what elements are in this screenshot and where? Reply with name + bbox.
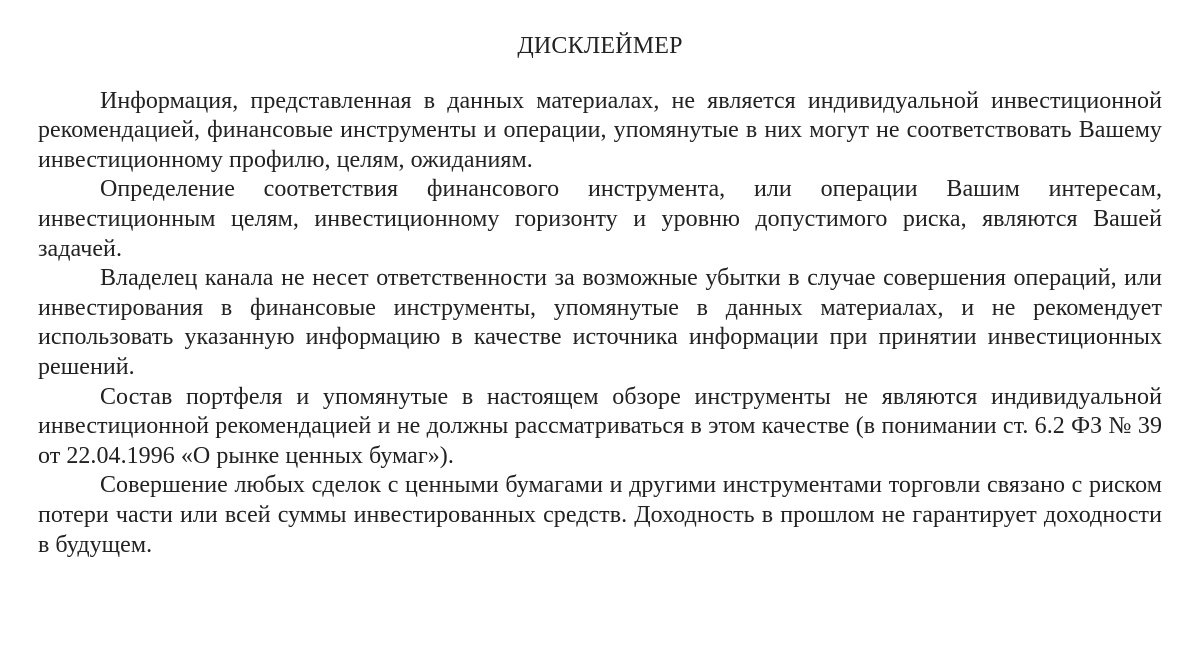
paragraph-not-recommendation: Информация, представленная в данных материалах, не является индивидуальной инвестиционной рекомендацией, финансовые инструменты и операции, упомянутые в них могут не соответствовать Вашему инвестиционному профилю, целям, ожиданиям. <box>38 87 1162 173</box>
disclaimer-document <box>38 32 1162 560</box>
paragraph-suitability: Определение соответствия финансового инструмента, или операции Вашим интересам, инвестиционным целям, инвестиционному горизонту и уровню допустимого риска, являются Вашей задачей. <box>38 176 1162 262</box>
paragraph-portfolio: Состав портфеля и упомянутые в настоящем обзоре инструменты не являются индивидуальной инвестиционной рекомендацией и не должны рассматриваться в этом качестве (в понимании ст. 6.2 ФЗ № 39 от 22.04.1996 «О рынке ценных бумаг»). <box>38 383 1162 469</box>
paragraph-no-liability: Владелец канала не несет ответственности за возможные убытки в случае совершения операций, или инвестирования в финансовые инструменты, упомянутые в данных материалах, и не рекомендует использовать указанную информацию в качестве источника информации при принятии инвестиционных решений. <box>38 265 1162 380</box>
paragraph-risk: Совершение любых сделок с ценными бумагами и другими инструментами торговли связано с риском потери части или всей суммы инвестированных средств. Доходность в прошлом не гарантирует доходности в будущем. <box>38 472 1162 558</box>
document-title: ДИСКЛЕЙМЕР <box>517 33 683 59</box>
